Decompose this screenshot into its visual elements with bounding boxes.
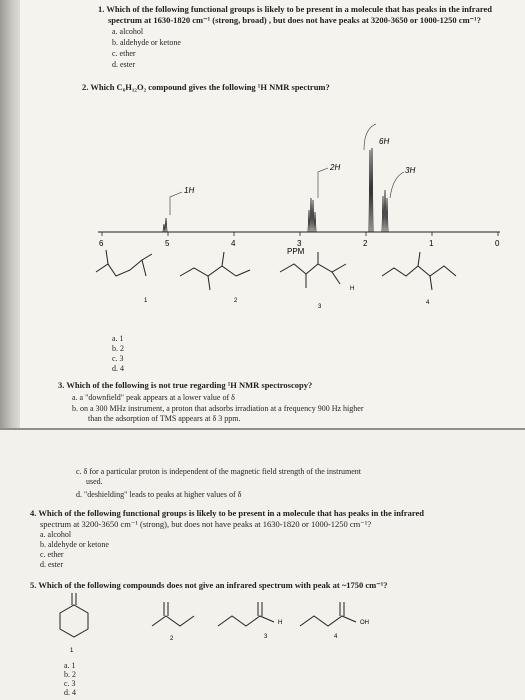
q5-molecule-number-2: 2 [170, 636, 174, 642]
q2-option-a[interactable]: a. 1 [112, 334, 124, 343]
q2-molecule-number-1: 1 [144, 298, 148, 304]
q5-question: 5. Which of the following compounds does not give an infrared spectrum with peak at ~1750 cm⁻¹? [30, 580, 388, 590]
q4-option-b[interactable]: b. aldehyde or ketone [40, 540, 109, 549]
q5-molecule-number-1: 1 [70, 648, 74, 654]
q2-option-c[interactable]: c. 3 [112, 354, 124, 363]
q4-option-d[interactable]: d. ester [40, 560, 64, 569]
axis-tick-6: 6 [99, 239, 104, 248]
q5-atom-label-h: H [278, 620, 283, 626]
axis-label-ppm: PPM [287, 247, 305, 256]
q3-option-d[interactable]: d. "deshielding" leads to peaks at higher values of δ [76, 490, 242, 499]
peak-label-3h: 3H [405, 166, 416, 175]
peak-label-6h: 6H [379, 137, 390, 146]
q5-molecule-number-3: 3 [264, 634, 268, 640]
q4-option-c[interactable]: c. ether [40, 550, 64, 559]
q5-option-d[interactable]: d. 4 [64, 688, 76, 697]
peak-label-1h: 1H [184, 186, 195, 195]
q4-question-line1: 4. Which of the following functional groups is likely to be present in a molecule that has peaks in the infrared [30, 508, 424, 518]
q3-option-a[interactable]: a. a "downfield" peak appears at a lower value of δ [72, 393, 235, 402]
q1-option-a[interactable]: a. alcohol [112, 27, 144, 36]
q2-molecule-number-2: 2 [234, 298, 238, 304]
q3-option-b-cont: than the adsorption of TMS appears at δ 3 ppm. [88, 414, 241, 423]
axis-tick-2: 2 [363, 239, 368, 248]
q3-option-c-cont: used. [86, 477, 103, 486]
q1-option-d[interactable]: d. ester [112, 60, 136, 69]
q1-question-line2: spectrum at 1630-1820 cm⁻¹ (strong, broad) , but does not have peaks at 3200-3650 or 1000-1250 cm⁻¹? [108, 15, 481, 25]
q5-option-b[interactable]: b. 2 [64, 670, 76, 679]
q1-option-b[interactable]: b. aldehyde or ketone [112, 38, 181, 47]
binder-edge [0, 0, 20, 428]
worksheet-page-top [20, 0, 525, 428]
q2-molecule-number-4: 4 [426, 300, 430, 306]
axis-tick-1: 1 [429, 239, 434, 248]
q5-molecules [0, 430, 525, 700]
q1-option-c[interactable]: c. ether [112, 49, 136, 58]
q5-atom-label-oh: OH [360, 620, 369, 626]
axis-tick-0: 0 [495, 239, 500, 248]
axis-tick-5: 5 [165, 239, 170, 248]
q5-option-c[interactable]: c. 3 [64, 679, 76, 688]
q2-molecules [20, 0, 525, 330]
axis-tick-3: 3 [297, 239, 302, 248]
q4-question-line2: spectrum at 3200-3650 cm⁻¹ (strong), but does not have peaks at 1630-1820 or 1000-1250 cm⁻¹? [40, 519, 372, 529]
q4-option-a[interactable]: a. alcohol [40, 530, 72, 539]
q1-question-line1: 1. Which of the following functional groups is likely to be present in a molecule that has peaks in the infrared [98, 4, 492, 14]
q2-option-b[interactable]: b. 2 [112, 344, 124, 353]
q2-option-d[interactable]: d. 4 [112, 364, 124, 373]
q2-molecule-number-3: 3 [318, 304, 322, 310]
q3-option-b[interactable]: b. on a 300 MHz instrument, a proton that adsorbs irradiation at a frequency 900 Hz higher [72, 404, 364, 413]
q5-molecule-number-4: 4 [334, 634, 338, 640]
q5-option-a[interactable]: a. 1 [64, 661, 76, 670]
worksheet-page-bottom [0, 430, 525, 700]
peak-label-2h: 2H [330, 163, 341, 172]
q2-atom-label-h: H [350, 286, 355, 292]
axis-tick-4: 4 [231, 239, 236, 248]
q2-question: 2. Which C₆H₁₂O₂ compound gives the following ¹H NMR spectrum? [82, 82, 330, 92]
q3-option-c[interactable]: c. δ for a particular proton is independent of the magnetic field strength of the instrument [76, 467, 362, 476]
q3-question: 3. Which of the following is not true regarding ¹H NMR spectroscopy? [58, 380, 313, 390]
